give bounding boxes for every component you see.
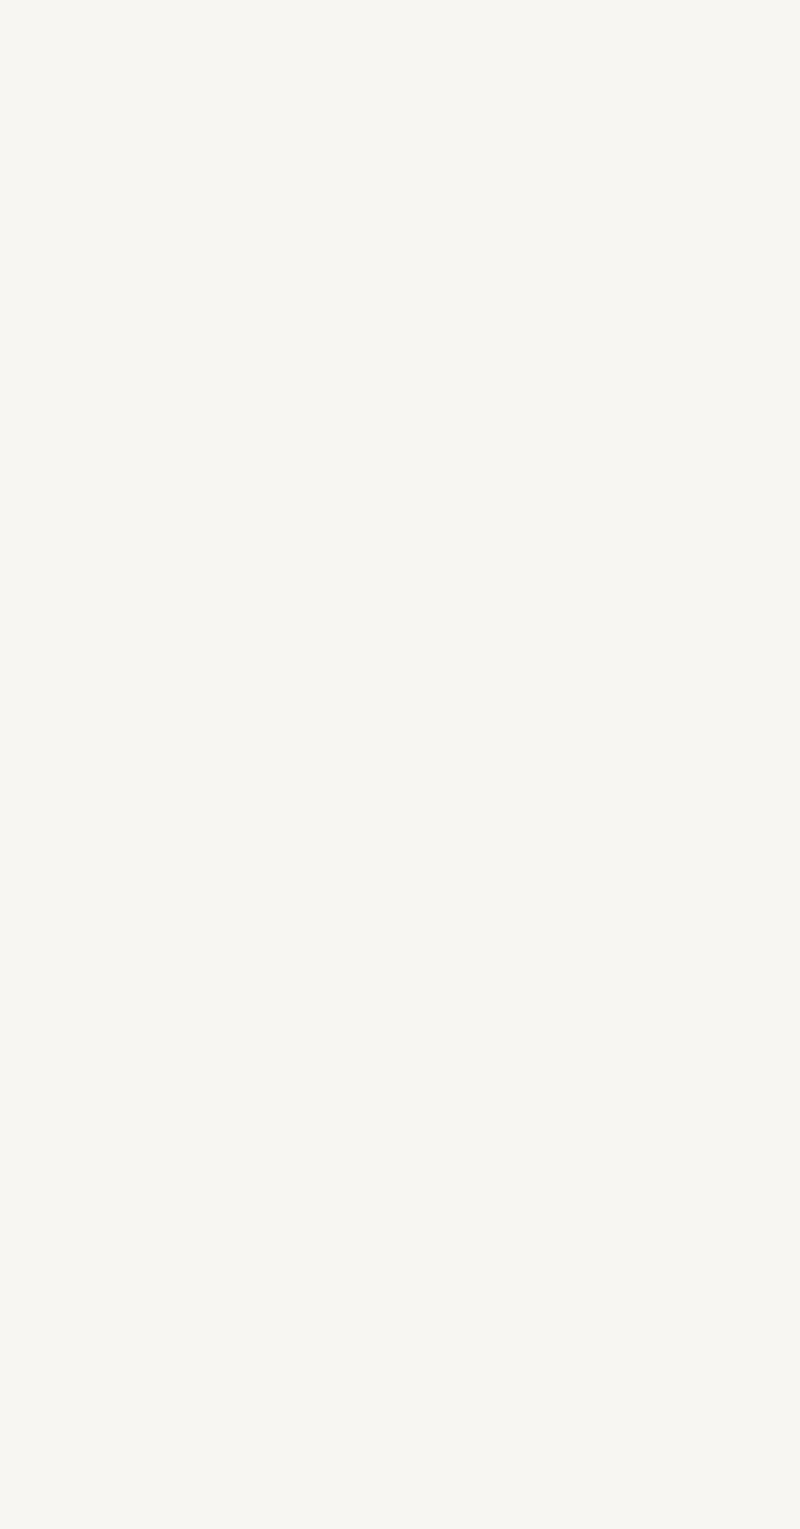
running-header [26, 18, 794, 70]
